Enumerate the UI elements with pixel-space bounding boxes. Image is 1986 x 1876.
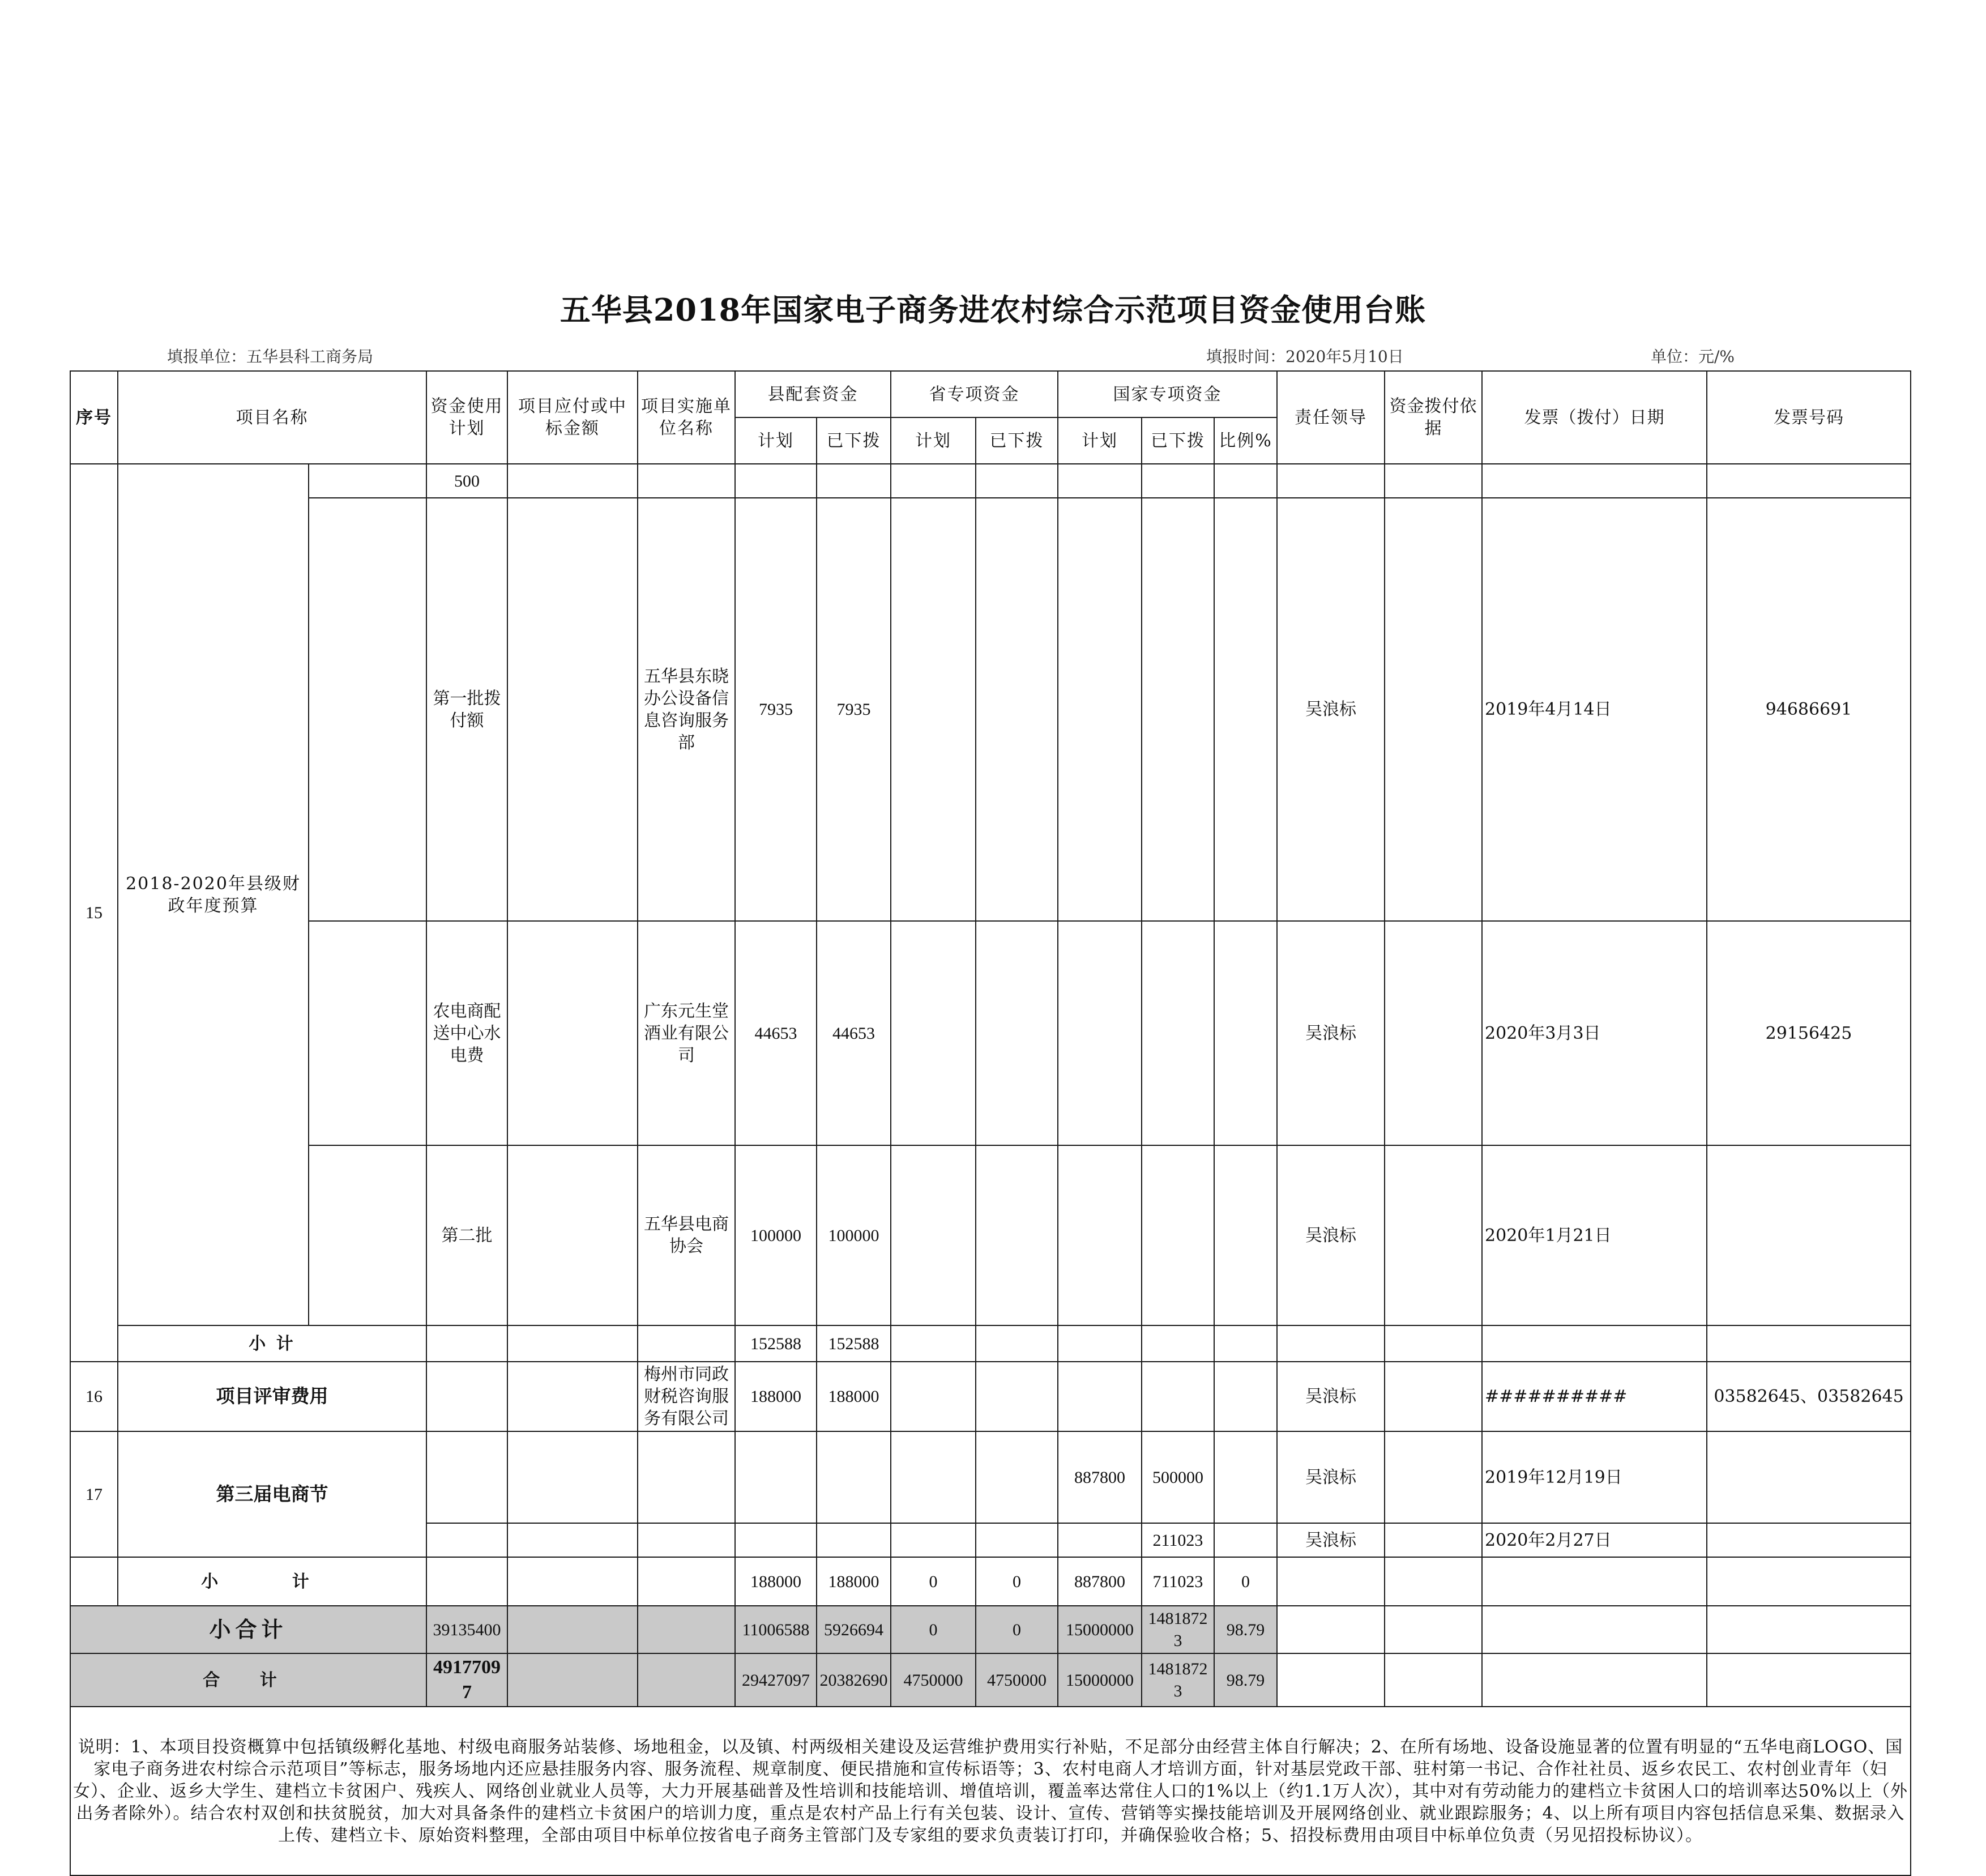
row-15-line3-county-allocated: 100000 <box>817 1145 891 1325</box>
header-invoice-date: 发票（拨付）日期 <box>1482 371 1707 464</box>
row-16-name: 项目评审费用 <box>118 1362 426 1431</box>
subtotal-label: 小 计 <box>118 1557 426 1606</box>
row-15-line2-implementer: 广东元生堂酒业有限公司 <box>638 921 735 1145</box>
table-row <box>70 1431 1911 1523</box>
header-leader: 责任领导 <box>1277 371 1385 464</box>
row-17-date-2: 2020年2月27日 <box>1482 1523 1707 1557</box>
section-total-row <box>70 1606 1911 1653</box>
section-total-fund-plan: 39135400 <box>426 1606 507 1653</box>
row-16-invoice: 03582645、03582645 <box>1707 1362 1911 1431</box>
ledger-table <box>70 370 1911 1876</box>
row-15-line3-implementer: 五华县电商协会 <box>638 1145 735 1325</box>
grand-total-national-allocated: 14818723 <box>1142 1653 1214 1707</box>
subtotal-province-plan: 0 <box>891 1557 976 1606</box>
section-total-county-allocated: 5926694 <box>817 1606 891 1653</box>
row-15-line3-date: 2020年1月21日 <box>1482 1145 1707 1325</box>
grand-total-row <box>70 1653 1911 1707</box>
row-15-line0-plan: 500 <box>426 464 507 498</box>
explanation-note: 说明：1、本项目投资概算中包括镇级孵化基地、村级电商服务站装修、场地租金，以及镇、村两级相关建设及运营维护费用实行补贴，不足部分由经营主体自行解决；2、在所有场地、设备设施显著的位置有明显的“五华电商LOGO、国家电子商务进农村综合示范项目”等标志，服务场地内还应悬挂服务内容、服务流程、规章制度、便民措施和宣传标语等；3、农村电商人才培训方面，针对基层党政干部、驻村第一书记、合作社社员、返乡农民工、农村创业青年（妇女）、企业、返乡大学生、建档立卡贫困户、残疾人、网络创业就业人员等，大力开展基础普及性培训和技能培训、增值培训，覆盖率达常住人口的1%以上（约1.1万人次），其中对有劳动能力的建档立卡贫困人口的培训率达50%以上（外出务者除外）。结合农村双创和扶贫脱贫，加大对具备条件的建档立卡贫困户的培训力度，重点是农村产品上行有关包装、设计、宣传、营销等实操技能培训及开展网络创业、就业跟踪服务；4、以上所有项目内容包括信息采集、数据录入上传、建档立卡、原始资料整理，全部由项目中标单位按省电子商务主管部门及专家组的要求负责装订打印，并确保验收合格；5、招投标费用由项目中标单位负责（另见招投标协议）。 <box>70 1707 1911 1875</box>
grand-total-fund-plan: 49177097 <box>426 1653 507 1707</box>
header-contract-amount: 项目应付或中标金额 <box>507 371 638 464</box>
header-county-funds: 县配套资金 <box>735 371 891 417</box>
row-16-county-allocated: 188000 <box>817 1362 891 1431</box>
section-total-province-plan: 0 <box>891 1606 976 1653</box>
grand-total-province-plan: 4750000 <box>891 1653 976 1707</box>
row-17-name: 第三届电商节 <box>118 1431 426 1557</box>
row-15-line2-plan: 农电商配送中心水电费 <box>426 921 507 1145</box>
unit-label: 单位：元/% <box>1651 347 1735 366</box>
grand-total-label: 合 计 <box>70 1653 426 1707</box>
subtotal-row <box>70 1557 1911 1606</box>
row-15-seq: 15 <box>70 464 118 1362</box>
row-17-seq: 17 <box>70 1431 118 1557</box>
header-province-funds: 省专项资金 <box>891 371 1058 417</box>
header-national-plan: 计划 <box>1058 417 1142 464</box>
header-national-funds: 国家专项资金 <box>1058 371 1277 417</box>
row-17-leader-2: 吴浪标 <box>1277 1523 1385 1557</box>
row-15-line3-plan: 第二批 <box>426 1145 507 1325</box>
row-15-line1-county-plan: 7935 <box>735 498 817 921</box>
header-implementer: 项目实施单位名称 <box>638 371 735 464</box>
table-row <box>70 1145 1911 1325</box>
header-fund-plan: 资金使用计划 <box>426 371 507 464</box>
subtotal-national-allocated: 711023 <box>1142 1557 1214 1606</box>
header-project-name: 项目名称 <box>118 371 426 464</box>
header-province-plan: 计划 <box>891 417 976 464</box>
row-15-line1-county-allocated: 7935 <box>817 498 891 921</box>
table-row <box>70 464 1911 498</box>
subtotal-province-allocated: 0 <box>976 1557 1058 1606</box>
row-17-leader-1: 吴浪标 <box>1277 1431 1385 1523</box>
row-17-date-1: 2019年12月19日 <box>1482 1431 1707 1523</box>
page-title: 五华县2018年国家电子商务进农村综合示范项目资金使用台账 <box>560 292 1426 328</box>
subtotal-county-plan: 188000 <box>735 1557 817 1606</box>
section-total-province-allocated: 0 <box>976 1606 1058 1653</box>
section-total-label: 小合计 <box>70 1606 426 1653</box>
row-15-subtotal-county-plan: 152588 <box>735 1325 817 1362</box>
header-national-ratio: 比例% <box>1214 417 1277 464</box>
row-16-implementer: 梅州市同政财税咨询服务有限公司 <box>638 1362 735 1431</box>
subtotal-county-allocated: 188000 <box>817 1557 891 1606</box>
table-row <box>70 921 1911 1145</box>
row-15-line1-implementer: 五华县东晓办公设备信息咨询服务部 <box>638 498 735 921</box>
row-15-line2-invoice: 29156425 <box>1707 921 1911 1145</box>
row-15-line2-date: 2020年3月3日 <box>1482 921 1707 1145</box>
header-county-allocated: 已下拨 <box>817 417 891 464</box>
row-15-name: 2018-2020年县级财政年度预算 <box>118 464 309 1325</box>
grand-total-county-plan: 29427097 <box>735 1653 817 1707</box>
fill-unit: 填报单位：五华县科工商务局 <box>167 347 374 366</box>
row-16-seq: 16 <box>70 1362 118 1431</box>
fill-time: 填报时间：2020年5月10日 <box>1206 347 1404 366</box>
row-15-subtotal-label: 小 计 <box>118 1325 426 1362</box>
row-16-county-plan: 188000 <box>735 1362 817 1431</box>
row-15-line3-invoice <box>1707 1145 1911 1325</box>
row-15-line1-invoice: 94686691 <box>1707 498 1911 921</box>
table-row <box>70 498 1911 921</box>
row-15-line2-leader: 吴浪标 <box>1277 921 1385 1145</box>
note-row <box>70 1707 1911 1875</box>
row-16-leader: 吴浪标 <box>1277 1362 1385 1431</box>
row-15-line3-leader: 吴浪标 <box>1277 1145 1385 1325</box>
grand-total-province-allocated: 4750000 <box>976 1653 1058 1707</box>
subtotal-national-plan: 887800 <box>1058 1557 1142 1606</box>
row-17-national-allocated-2: 211023 <box>1142 1523 1214 1557</box>
table-row <box>70 1325 1911 1362</box>
row-17-national-allocated-1: 500000 <box>1142 1431 1214 1523</box>
row-16-date: ########## <box>1482 1362 1707 1431</box>
header-county-plan: 计划 <box>735 417 817 464</box>
row-15-subtotal-county-allocated: 152588 <box>817 1325 891 1362</box>
grand-total-national-plan: 15000000 <box>1058 1653 1142 1707</box>
row-15-line1-leader: 吴浪标 <box>1277 498 1385 921</box>
header-basis: 资金拨付依据 <box>1385 371 1482 464</box>
section-total-county-plan: 11006588 <box>735 1606 817 1653</box>
header-province-allocated: 已下拨 <box>976 417 1058 464</box>
subtotal-ratio: 0 <box>1214 1557 1277 1606</box>
row-15-line3-county-plan: 100000 <box>735 1145 817 1325</box>
row-15-line1-plan: 第一批拨付额 <box>426 498 507 921</box>
row-15-line2-county-allocated: 44653 <box>817 921 891 1145</box>
section-total-national-plan: 15000000 <box>1058 1606 1142 1653</box>
row-17-national-plan: 887800 <box>1058 1431 1142 1523</box>
grand-total-county-allocated: 20382690 <box>817 1653 891 1707</box>
header-seq: 序号 <box>70 371 118 464</box>
row-15-line1-date: 2019年4月14日 <box>1482 498 1707 921</box>
row-15-line2-county-plan: 44653 <box>735 921 817 1145</box>
grand-total-ratio: 98.79 <box>1214 1653 1277 1707</box>
section-total-ratio: 98.79 <box>1214 1606 1277 1653</box>
table-row <box>70 1362 1911 1431</box>
header-row <box>70 371 1911 417</box>
section-total-national-allocated: 14818723 <box>1142 1606 1214 1653</box>
header-invoice-no: 发票号码 <box>1707 371 1911 464</box>
header-national-allocated: 已下拨 <box>1142 417 1214 464</box>
